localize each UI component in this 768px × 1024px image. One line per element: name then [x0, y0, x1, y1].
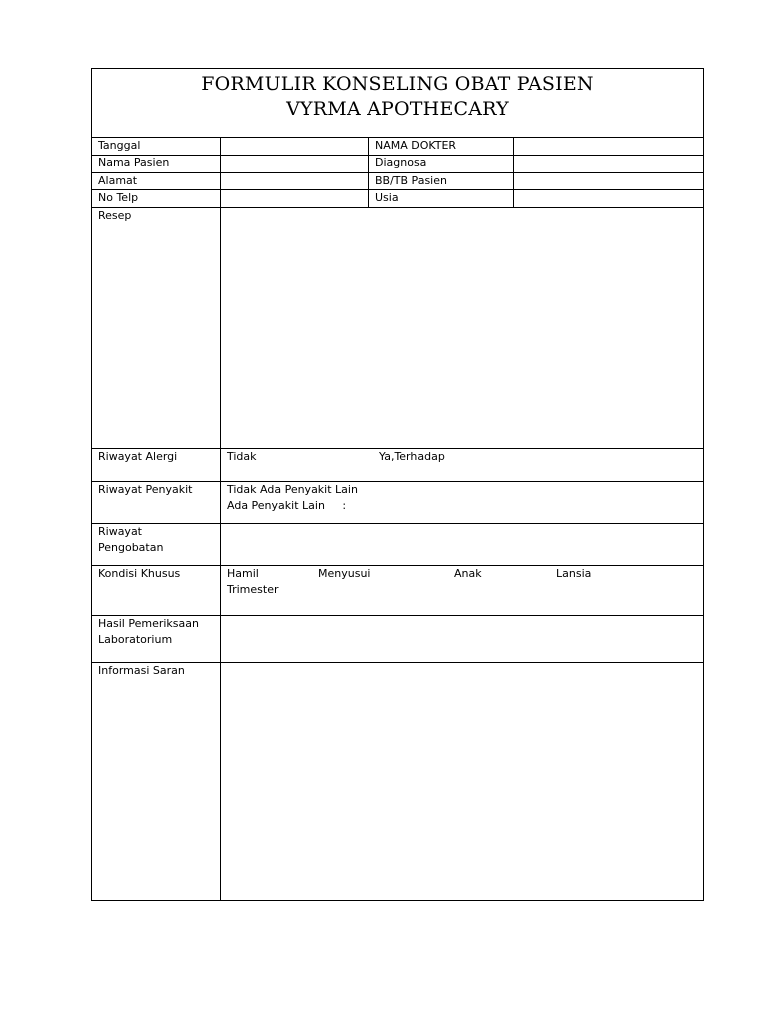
- field-resep[interactable]: [221, 208, 703, 448]
- option-tidak-ada-penyakit[interactable]: Tidak Ada Penyakit Lain: [227, 483, 358, 496]
- field-nama-pasien[interactable]: [221, 155, 368, 172]
- field-nama-dokter[interactable]: [514, 138, 703, 155]
- label-alamat: Alamat: [98, 174, 138, 187]
- option-alergi-tidak[interactable]: Tidak: [227, 450, 257, 463]
- option-anak[interactable]: Anak: [454, 567, 482, 580]
- label-nama-pasien: Nama Pasien: [98, 156, 170, 169]
- label-usia: Usia: [375, 191, 399, 204]
- field-diagnosa[interactable]: [514, 155, 703, 172]
- field-bb-tb[interactable]: [514, 173, 703, 190]
- form-title-line2: VYRMA APOTHECARY: [286, 98, 509, 120]
- label-bb-tb: BB/TB Pasien: [375, 174, 447, 187]
- label-hasil-pemeriksaan: Hasil Pemeriksaan: [98, 617, 199, 630]
- field-alamat[interactable]: [221, 173, 368, 190]
- option-ada-penyakit[interactable]: Ada Penyakit Lain :: [227, 499, 347, 512]
- label-no-telp: No Telp: [98, 191, 139, 204]
- label-riwayat-pengobatan-line2: Pengobatan: [98, 541, 164, 554]
- option-lansia[interactable]: Lansia: [556, 567, 592, 580]
- label-kondisi-khusus: Kondisi Khusus: [98, 567, 181, 580]
- label-riwayat-penyakit: Riwayat Penyakit: [98, 483, 193, 496]
- label-laboratorium: Laboratorium: [98, 633, 173, 646]
- form-title: [92, 69, 703, 138]
- label-tanggal: Tanggal: [98, 139, 141, 152]
- field-tanggal[interactable]: [221, 138, 368, 155]
- option-menyusui[interactable]: Menyusui: [318, 567, 371, 580]
- field-no-telp[interactable]: [221, 190, 368, 207]
- field-usia[interactable]: [514, 190, 703, 207]
- field-informasi-saran[interactable]: [221, 663, 703, 900]
- label-nama-dokter: NAMA DOKTER: [375, 139, 457, 152]
- field-hasil-laboratorium[interactable]: [221, 616, 703, 662]
- field-riwayat-pengobatan[interactable]: [221, 524, 703, 565]
- label-riwayat-pengobatan: Riwayat: [98, 525, 142, 538]
- option-alergi-ya[interactable]: Ya,Terhadap: [379, 450, 445, 463]
- label-riwayat-alergi: Riwayat Alergi: [98, 450, 178, 463]
- form-title-line1: FORMULIR KONSELING OBAT PASIEN: [201, 73, 594, 95]
- label-diagnosa: Diagnosa: [375, 156, 427, 169]
- label-trimester: Trimester: [227, 583, 279, 596]
- label-resep: Resep: [98, 209, 132, 222]
- counseling-form: [91, 68, 704, 901]
- option-hamil[interactable]: Hamil: [227, 567, 259, 580]
- label-informasi-saran: Informasi Saran: [98, 664, 185, 677]
